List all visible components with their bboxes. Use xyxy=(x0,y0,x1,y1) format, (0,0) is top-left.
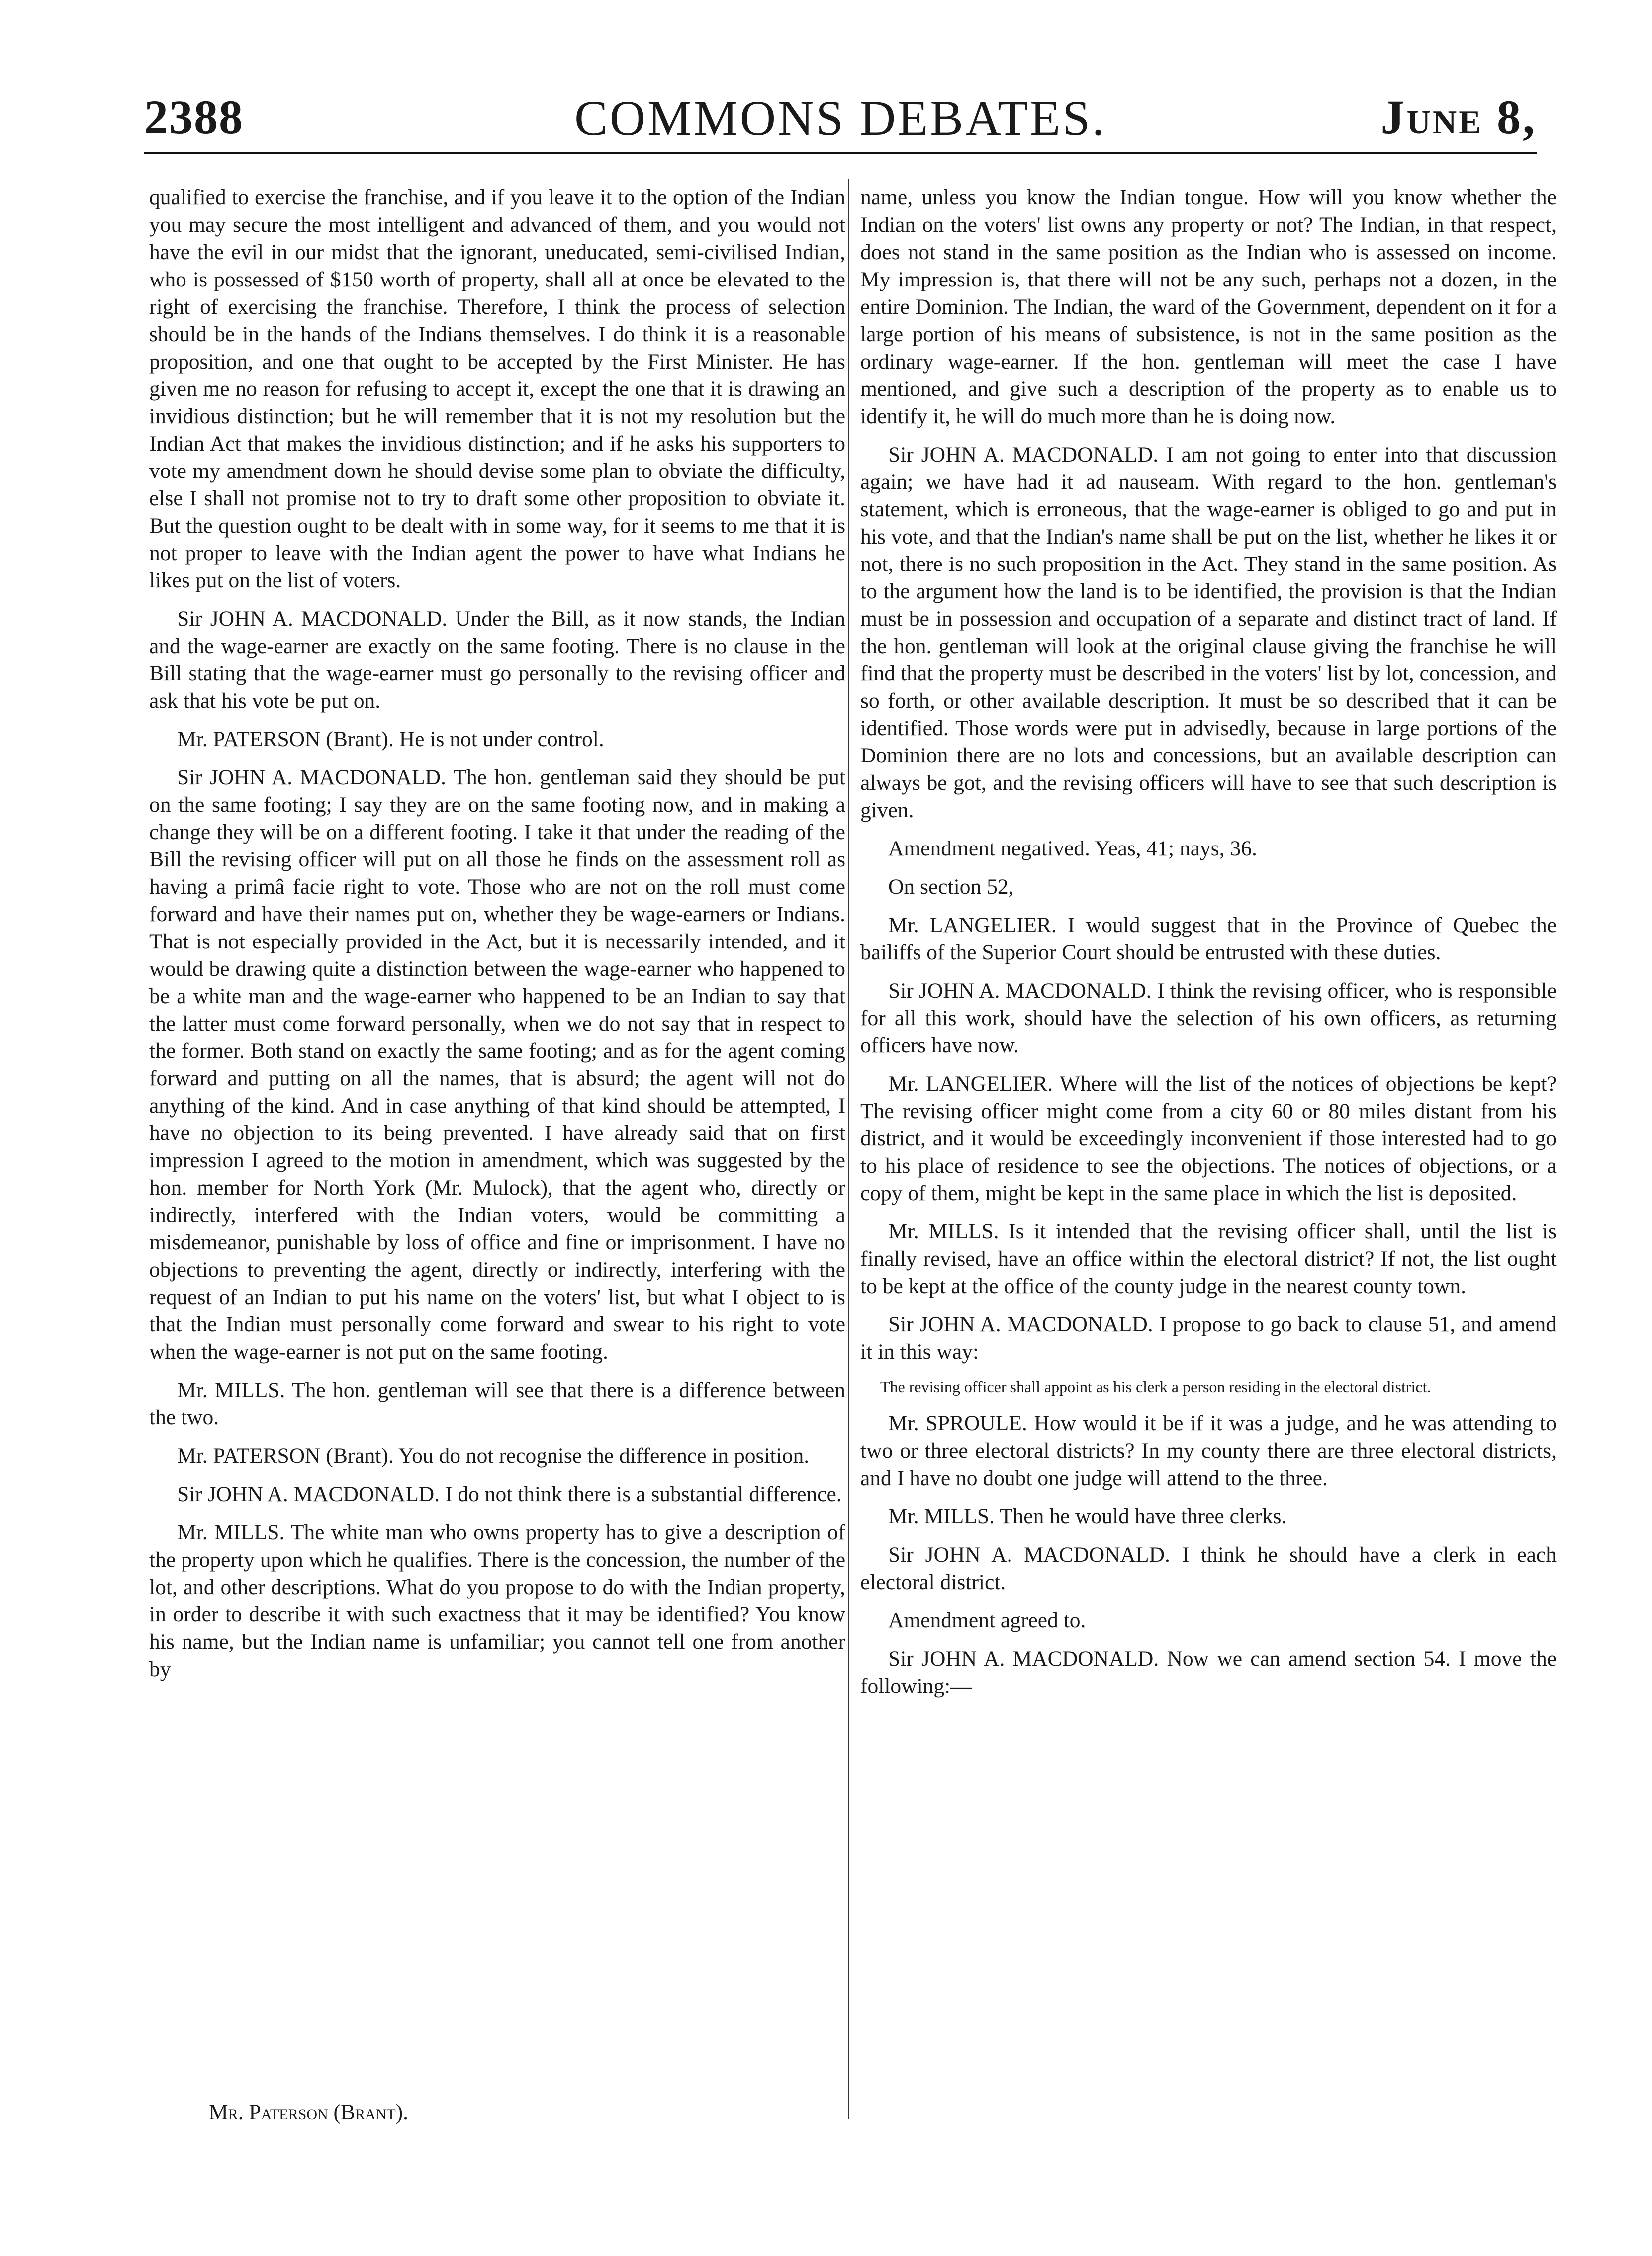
speaker-name: Sir JOHN A. MACDONALD. xyxy=(888,1647,1159,1671)
paragraph xyxy=(860,1541,1557,1596)
speaker-name: Sir JOHN A. MACDONALD. xyxy=(888,443,1159,467)
speaker-name: Sir JOHN A. MACDONALD. xyxy=(888,979,1152,1003)
column-divider xyxy=(848,179,849,2119)
speaker-name: Mr. LANGELIER. xyxy=(888,1072,1053,1096)
paragraph-text: Amendment negatived. Yeas, 41; nays, 36. xyxy=(888,837,1257,860)
left-column xyxy=(149,184,845,2104)
paragraph xyxy=(860,1410,1557,1492)
footer-speaker: Mr. Paterson (Brant). xyxy=(209,2100,409,2124)
speaker-name: Mr. MILLS. xyxy=(177,1520,285,1544)
paragraph-text: I think the revising officer, who is responsible for all this work, should have the selection of his own officers, as returning officers have now. xyxy=(860,979,1557,1057)
paragraph-text: The hon. gentleman said they should be put on the same footing; I say they are on the same footing now, and in making a change they will be on a different footing. I take it that under the reading of the Bill the revising officer will put on all those he finds on the assessment roll as having a primâ facie right to vote. Those who are not on the roll must come forward and have their names put on, whether they be wage-earners or Indians. That is not especially provided in the Act, but it is necessarily intended, and it would be drawing quite a distinction between the wage-earner who happened to be a white man and the wage-earner who happened to be an Indian to say that the latter must come forward personally, when we do not say that in respect to the former. Both stand on exactly the same footing; and as for the agent coming forward and putting on all the names, that is absurd; the agent will not do anything of the kind. And in case anything of that kind should be attempted, I have no objection to its being prevented. I have already said that on first impression I agreed to the motion in amendment, which was suggested by the hon. member for North York (Mr. Mulock), that the agent who, directly or indirectly, interfered with the Indian voters, would be committing a misdemeanor, punishable by loss of office and fine or imprisonment. I have no objections to preventing the agent, directly or indirectly, interfering with the request of an Indian to put his name on the voters' list, but what I object to is that the Indian must personally come forward and swear to his right to vote when the wage-earner is not put on the same footing. xyxy=(149,765,845,1364)
paragraph-text: Under the Bill, as it now stands, the Indian and the wage-earner are exactly on the same footing. There is no clause in the Bill stating that the wage-earner must go personally to the revising officer and ask that his vote be put on. xyxy=(149,607,846,713)
paragraph-text: I would suggest that in the Province of Quebec the bailiffs of the Superior Court should be entrusted with these duties. xyxy=(860,913,1557,964)
paragraph xyxy=(860,977,1557,1059)
paragraph xyxy=(860,1218,1557,1300)
page-date: June 8, xyxy=(1380,91,1537,144)
paragraph xyxy=(860,835,1557,862)
speaker-name: Sir JOHN A. MACDONALD. xyxy=(888,1313,1153,1336)
speaker-name: Mr. LANGELIER. xyxy=(888,913,1057,937)
paragraph xyxy=(149,605,845,715)
paragraph xyxy=(149,184,845,594)
paragraph-text: You do not recognise the difference in position. xyxy=(398,1444,810,1468)
speaker-name: Mr. MILLS. xyxy=(177,1378,285,1402)
speaker-name: Mr. PATERSON (Brant). xyxy=(177,1444,394,1468)
speaker-name: Mr. MILLS. xyxy=(888,1220,999,1243)
paragraph xyxy=(860,1311,1557,1366)
paragraph xyxy=(860,1503,1557,1530)
paragraph-text: I propose to go back to clause 51, and amend it in this way: xyxy=(860,1313,1557,1364)
paragraph-text: I think he should have a clerk in each electoral district. xyxy=(860,1543,1557,1594)
paragraph-text: Now we can amend section 54. I move the following:— xyxy=(860,1647,1557,1698)
paragraph-text: I do not think there is a substantial difference. xyxy=(445,1482,842,1506)
paragraph-text: The hon. gentleman will see that there is a difference between the two. xyxy=(149,1378,846,1429)
paragraph-text: Amendment agreed to. xyxy=(888,1608,1086,1632)
paragraph-text: Is it intended that the revising officer shall, until the list is finally revised, have an office within the electoral district? If not, the list ought to be kept at the office of the county judge in the nearest county town. xyxy=(860,1220,1557,1298)
paragraph-text: I am not going to enter into that discussion again; we have had it ad nauseam. With regard to the hon. gentleman's statement, which is erroneous, that the wage-earner is obliged to go and put in his vote, and that the Indian's name shall be put on the list, whether he likes it or not, there is no such proposition in the Act. They stand in the same position. As to the argument how the land is to be identified, the provision is that the Indian must be in possession and occupation of a separate and distinct tract of land. If the hon. gentleman will look at the original clause giving the franchise he will find that the property must be described in the voters' list by lot, concession, and so forth, or other available description. It must be so described that it can be identified. Those words were put in advisedly, because in large portions of the Dominion there are no lots and concessions, but an available description can always be got, and the revising officers will have to see that such description is given. xyxy=(860,443,1557,822)
right-column xyxy=(860,184,1557,1984)
paragraph xyxy=(860,1607,1557,1634)
paragraph xyxy=(860,873,1557,901)
paragraph xyxy=(860,184,1557,430)
paragraph-text: name, unless you know the Indian tongue. How will you know whether the Indian on the voters' list owns any property or not? The Indian, in that respect, does not stand in the same position as the Indian who is assessed on income. My impression is, that there will not be any such, perhaps not a dozen, in the entire Dominion. The Indian, the ward of the Government, dependent on it for a large portion of his means of subsistence, is not in the same position as the ordinary wage-earner. If the hon. gentleman will meet the case I have mentioned, and give such a description of the property as to enable us to identify it, he will do much more than he is doing now. xyxy=(860,186,1557,428)
quote-text: The revising officer shall appoint as his clerk a person residing in the electoral district. xyxy=(880,1378,1431,1396)
page-number: 2388 xyxy=(144,91,244,144)
paragraph xyxy=(860,1070,1557,1207)
paragraph-text: qualified to exercise the franchise, and if you leave it to the option of the Indian you may secure the most intelligent and advanced of them, and you would not have the evil in our midst that the ignorant, uneducated, semi-civilised Indian, who is possessed of $150 worth of property, shall all at once be elevated to the right of exercising the franchise. Therefore, I think the process of selection should be in the hands of the Indians themselves. I do think it is a reasonable proposition, and one that ought to be accepted by the First Minister. He has given me no reason for refusing to accept it, except the one that it is drawing an invidious distinction; but he will remember that it is not my resolution but the Indian Act that makes the invidious distinction; and if he asks his supporters to vote my amendment down he should devise some plan to obviate the difficulty, else I shall not promise not to try to draft some other proposition to obviate it. But the question ought to be dealt with in some way, for it seems to me that it is not proper to leave with the Indian agent the power to have what Indians he likes put on the list of voters. xyxy=(149,186,845,592)
speaker-name: Sir JOHN A. MACDONALD. xyxy=(177,607,448,631)
speaker-name: Sir JOHN A. MACDONALD. xyxy=(177,765,446,789)
paragraph xyxy=(149,1481,845,1508)
paragraph-text: Then he would have three clerks. xyxy=(999,1504,1287,1528)
paragraph xyxy=(149,1377,845,1431)
speaker-name: Mr. PATERSON (Brant). xyxy=(177,727,394,751)
page-header xyxy=(144,80,1537,154)
paragraph xyxy=(149,726,845,753)
paragraph xyxy=(860,912,1557,966)
paragraph xyxy=(860,1645,1557,1700)
paragraph xyxy=(860,441,1557,824)
column-footer xyxy=(209,2099,408,2126)
paragraph xyxy=(149,764,845,1366)
paragraph-text: The white man who owns property has to give a description of the property upon which he qualifies. There is the concession, the number of the lot, and other descriptions. What do you propose to do with the Indian property, in order to describe it with such exactness that it may be identified? You know his name, but the Indian name is unfamiliar; you cannot tell one from another by xyxy=(149,1520,846,1681)
speaker-name: Mr. MILLS. xyxy=(888,1504,995,1528)
quoted-clause xyxy=(860,1377,1557,1397)
paragraph-text: How would it be if it was a judge, and he was attending to two or three electoral districts? In my county there are three electoral districts, and I have no doubt one judge will attend to the three. xyxy=(860,1411,1557,1490)
speaker-name: Sir JOHN A. MACDONALD. xyxy=(888,1543,1170,1567)
paragraph xyxy=(149,1442,845,1470)
publication-title: COMMONS DEBATES. xyxy=(574,91,1106,146)
paragraph-text: On section 52, xyxy=(888,875,1014,899)
paragraph-text: Where will the list of the notices of objections be kept? The revising officer might come from a city 60 or 80 miles distant from his district, and it would be exceedingly inconvenient if those interested had to go to his place of residence to see the objections. The notices of objections, or a copy of them, might be kept in the same place in which the list is deposited. xyxy=(860,1072,1557,1205)
paragraph xyxy=(149,1519,845,1683)
speaker-name: Sir JOHN A. MACDONALD. xyxy=(177,1482,440,1506)
speaker-name: Mr. SPROULE. xyxy=(888,1411,1027,1435)
paragraph-text: He is not under control. xyxy=(399,727,604,751)
